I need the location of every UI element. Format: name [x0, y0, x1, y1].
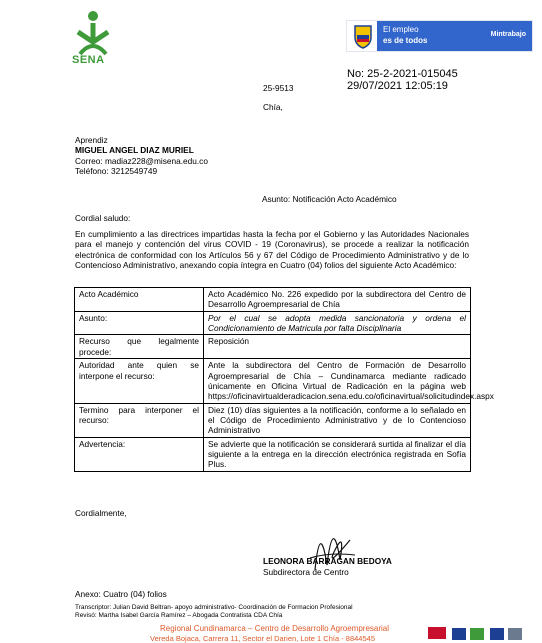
- gov-line1: El empleo: [383, 25, 419, 34]
- table-row-label: Autoridad ante quien se interpone el recurso:: [75, 359, 204, 403]
- colombia-shield-icon: [350, 23, 376, 49]
- gov-banner-blue: [377, 21, 532, 51]
- recipient-phone: Teléfono: 3212549749: [75, 166, 158, 177]
- reviewer-note: Revisó: Martha Isabel García Ramírez – Abogada Contratista CDA Chía: [75, 612, 283, 619]
- radicado-datetime: 29/07/2021 12:05:19: [347, 80, 448, 93]
- table-row-value: Por el cual se adopta medida sancionatoria y ordena el Condicionamiento de Matricula por falta Disciplinaria: [204, 311, 471, 335]
- recipient-name: MIGUEL ANGEL DIAZ MURIEL: [75, 145, 194, 156]
- sena-logo-text: SENA: [72, 54, 105, 66]
- table-row-label: Recurso que legalmente procede:: [75, 335, 204, 359]
- annex-note: Anexo: Cuatro (04) folios: [75, 589, 167, 599]
- closing: Cordialmente,: [75, 508, 127, 518]
- certification-badge-2: [470, 628, 484, 640]
- table-row: [75, 437, 471, 471]
- footer-regional: Regional Cundinamarca – Centro de Desarrollo Agroempresarial: [160, 624, 390, 633]
- table-row-value: Ante la subdirectora del Centro de Formación de Desarrollo Agroempresarial de Chía – Cundinamarca mediante radicado únicamente en Oficina Virtual de Radicación en la página web https://oficinavirtualderadicacion.sena.edu.co/oficinavirtual/solicitudindex.aspx: [204, 359, 471, 403]
- reference-code: 25-9513: [263, 83, 294, 93]
- transcriptor-note: Transcriptor: Julian David Beltran- apoyo administrativo- Coordinación de Formacion Profesional: [75, 604, 353, 611]
- table-row-label: Asunto:: [75, 311, 204, 335]
- table-row-label: Acto Académico: [75, 288, 204, 312]
- certification-badge-1: [452, 628, 466, 640]
- gov-banner: [346, 20, 533, 52]
- table-row: [75, 403, 471, 437]
- table-row-value: Se advierte que la notificación se considerará surtida al finalizar el día siguiente a la entrega en la dirección electrónica registrada en Sofía Plus.: [204, 437, 471, 471]
- recipient-role: Aprendiz: [75, 135, 108, 145]
- table-row-value: Reposición: [204, 335, 471, 359]
- body-paragraph: En cumplimiento a las directrices impartidas hasta la fecha por el Gobierno y las Autoridades Nacionales para el manejo y contención del virus COVID - 19 (Coronavirus), se procede a realizar la notificación electrónica de conformidad con los Artículos 56 y 67 del Código de Procedimiento Administrativo y de lo Contencioso Administrativo, anexando copia íntegra en Cuatro (04) folios del siguiente Acto Académico:: [75, 229, 469, 271]
- certification-badge-4: [508, 628, 522, 640]
- table-row-label: Termino para interponer el recurso:: [75, 403, 204, 437]
- city-date: Chía,: [263, 102, 283, 112]
- greeting: Cordial saludo:: [75, 213, 131, 223]
- radicado-number: No: 25-2-2021-015045: [347, 68, 458, 80]
- gov-line2: es de todos: [383, 36, 428, 45]
- signer-title: Subdirectora de Centro: [263, 567, 349, 577]
- radicado-stamp: [347, 68, 458, 92]
- table-row-value: Acto Académico No. 226 expedido por la subdirectora del Centro de Desarrollo Agroempresarial de Chía: [204, 288, 471, 312]
- gov-ministry: Mintrabajo: [490, 31, 526, 38]
- table-row: [75, 359, 471, 403]
- certification-badge-3: [490, 628, 504, 640]
- acto-table: [74, 287, 494, 472]
- table-row-value: Diez (10) días siguientes a la notificación, conforme a lo señalado en el Código de Procedimiento Administrativo y de lo Contencioso Administrativo: [204, 403, 471, 437]
- table-row: [75, 335, 471, 359]
- footer-address: Vereda Bojaca, Carrera 11, Sector el Darien, Lote 1 Chía - 8844545: [150, 634, 375, 643]
- great-place-badge: [428, 627, 446, 639]
- table-row: [75, 311, 471, 335]
- signer-name: LEONORA BARRAGAN BEDOYA: [263, 556, 392, 566]
- recipient-block: [75, 135, 208, 176]
- table-row-label: Advertencia:: [75, 437, 204, 471]
- table-row: [75, 288, 471, 312]
- recipient-email: Correo: madiaz228@misena.edu.co: [75, 155, 208, 166]
- subject-line: Asunto: Notificación Acto Académico: [262, 194, 397, 204]
